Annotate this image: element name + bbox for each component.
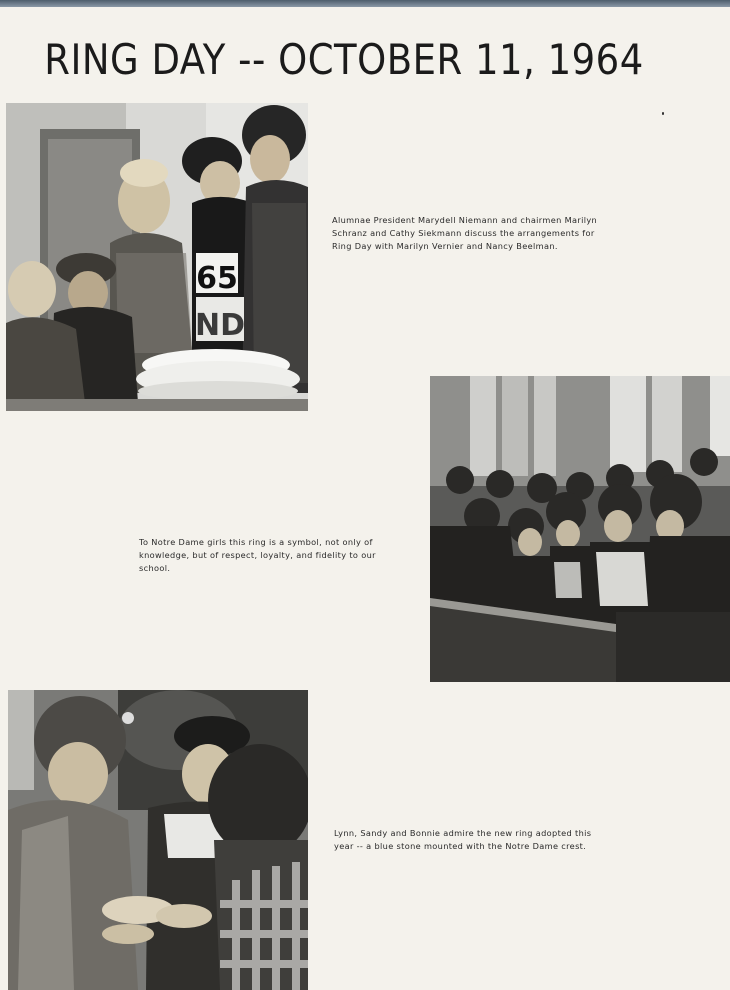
page-top-edge: [0, 0, 730, 7]
page-title: RING DAY -- OCTOBER 11, 1964: [44, 36, 644, 85]
caption-alumnae-cake: Alumnae President Marydell Niemann and chairmen Marilyn Schranz and Cathy Siekmann discuss the arrangements for Ring Day with Marilyn Vernier and Nancy Beelman.: [332, 215, 598, 252]
cake-number: 65: [196, 261, 238, 296]
photo-chapel-ceremony: [430, 376, 730, 682]
caption-chapel-ceremony: To Notre Dame girls this ring is a symbol, not only of knowledge, but of respect, loyalty, and fidelity to our school.: [139, 537, 376, 574]
photo-girls-admire-ring: [8, 690, 308, 990]
paper-speck: [662, 112, 664, 115]
cake-letters: ND: [194, 308, 246, 343]
photo-alumnae-cake: [6, 103, 308, 411]
caption-girls-admire-ring: Lynn, Sandy and Bonnie admire the new ring adopted this year -- a blue stone mounted with the Notre Dame crest.: [334, 828, 592, 852]
